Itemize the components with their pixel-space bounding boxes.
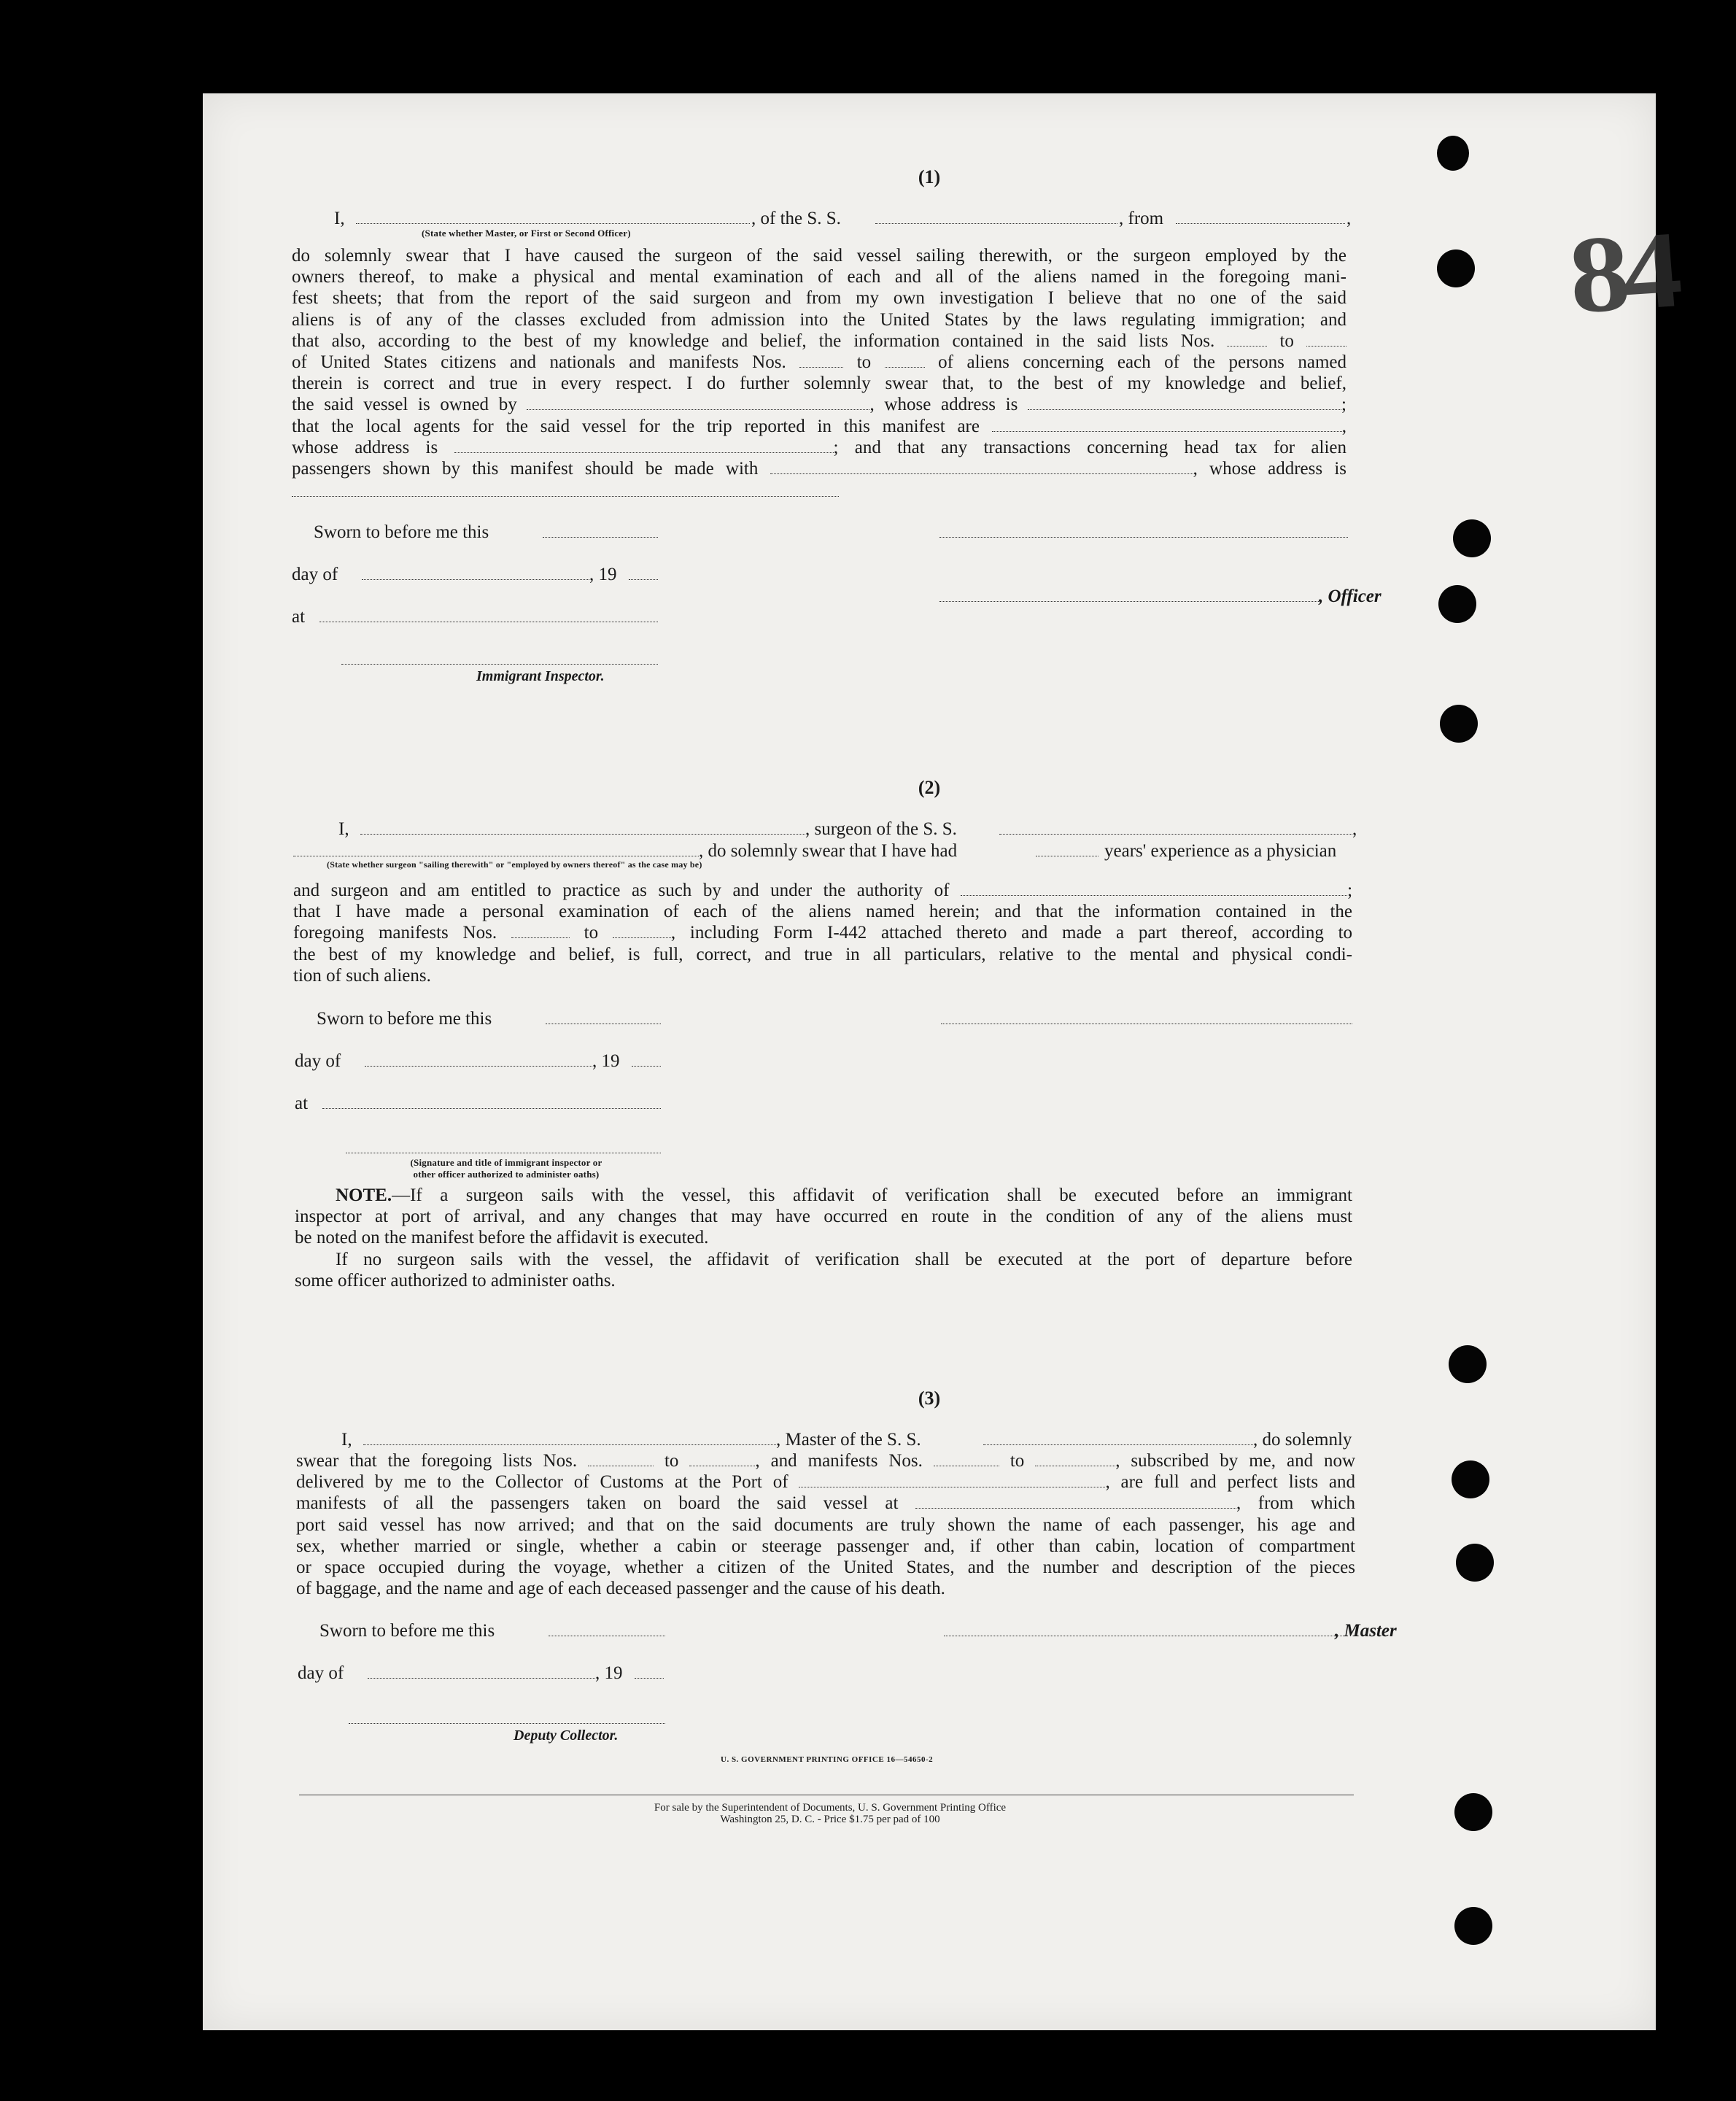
s3-line-1a: swear that the foregoing lists Nos. [296, 1451, 578, 1471]
s2-line-3a: foregoing manifests Nos. [293, 923, 497, 943]
s3-collector-signature-field[interactable] [349, 1723, 665, 1724]
s1-comma: , [1346, 209, 1352, 228]
s3-year-field[interactable] [635, 1678, 664, 1679]
section-3-heading: (3) [918, 1388, 941, 1409]
s1-line-8a: the said vessel is owned by [292, 395, 517, 415]
s2-note-line-5: some officer authorized to administer oaths. [295, 1270, 616, 1291]
s1-line-6a: of United States citizens and nationals and manifests Nos. [292, 352, 786, 373]
s1-headtax-field[interactable] [770, 460, 1193, 474]
s2-line-4: the best of my knowledge and belief, is full, correct, and true in all particulars, relative to the mental and physical condi- [293, 944, 1352, 964]
s2-line-5: tion of such aliens. [293, 965, 431, 986]
s2-note-text-1: —If a surgeon sails with the vessel, this affidavit of verification shall be executed before an immigrant [392, 1185, 1352, 1205]
s1-at: at [292, 607, 306, 627]
s3-line-7: of baggage, and the name and age of each deceased passenger and the cause of his death. [296, 1579, 945, 1599]
s1-month-field[interactable] [362, 579, 589, 580]
s1-officer-hint: (State whether Master, or First or Second Officer) [422, 228, 631, 239]
printer-imprint: U. S. GOVERNMENT PRINTING OFFICE 16—54650-2 [721, 1755, 934, 1764]
s2-swear: , do solemnly swear that I have had [699, 841, 958, 861]
s1-line-5a: that also, according to the best of my knowledge and belief, the information contained in the said lists Nos. [292, 330, 1215, 351]
binder-hole [1437, 136, 1469, 171]
s2-year-field[interactable] [632, 1066, 661, 1067]
s1-agents-field[interactable] [992, 418, 1342, 432]
s2-note-label: NOTE. [336, 1185, 392, 1205]
s1-day-of: day of [292, 565, 338, 584]
s2-sworn: Sworn to before me this [317, 1009, 492, 1029]
s2-years: years' experience as a physician [1104, 841, 1337, 861]
s3-i: I, [341, 1430, 352, 1450]
s3-line-2a: delivered by me to the Collector of Customs at the Port of [296, 1472, 788, 1493]
s3-line-1 [296, 1450, 1355, 1471]
s1-line-11b: , whose address is [1193, 459, 1346, 479]
s1-line-2: owners thereof, to make a physical and mental examination of each and all of the aliens named in the foregoing mani- [292, 267, 1346, 287]
s2-line-1b: ; [1347, 881, 1353, 900]
s1-inspector-signature-field[interactable] [341, 664, 658, 665]
s3-year-prefix: , 19 [595, 1663, 623, 1683]
s1-sworn: Sworn to before me this [314, 522, 489, 542]
footer-sale-line-1: For sale by the Superintendent of Documents, U. S. Government Printing Office [654, 1802, 1007, 1814]
s3-line-1b: to [664, 1451, 679, 1471]
s1-line-10a: whose address is [292, 437, 438, 457]
s1-line-8b: , whose address is [869, 395, 1018, 415]
s3-line-1e: , subscribed by me, and now [1115, 1451, 1356, 1471]
s2-manifests-to-field[interactable] [613, 924, 671, 938]
s1-vessel-field[interactable] [875, 223, 1117, 224]
footer-sale-note [567, 1802, 1093, 1825]
s2-at-field[interactable] [322, 1108, 661, 1109]
s2-vessel-field[interactable] [999, 834, 1352, 835]
s3-line-3a: manifests of all the passengers taken on board the said vessel at [296, 1493, 899, 1514]
s3-line-6: or space occupied during the voyage, whether a citizen of the United States, and the number and description of the pieces [296, 1558, 1355, 1578]
s3-line-5: sex, whether married or single, whether a cabin or steerage passenger and, if other than cabin, location of compartment [296, 1536, 1355, 1556]
s1-line-6b: to [856, 352, 872, 373]
binder-hole [1454, 1907, 1492, 1945]
s3-paragraph [296, 1450, 1355, 1599]
binder-hole [1456, 1544, 1494, 1582]
s2-line-3c: , including Form I-442 attached thereto and made a part thereof, according to [670, 923, 1353, 943]
binder-hole [1454, 1793, 1492, 1831]
s1-line-6c: of aliens concerning each of the persons named [938, 352, 1347, 373]
s1-manifests-from-field[interactable] [799, 354, 843, 368]
s2-authority-field[interactable] [961, 882, 1347, 896]
section-2-heading: (2) [918, 777, 941, 798]
s3-master-name-field[interactable] [363, 1444, 776, 1445]
s3-line-2b: , are full and perfect lists and [1105, 1472, 1356, 1493]
s2-surgeon-name-field[interactable] [360, 834, 805, 835]
s2-line-3b: to [584, 923, 599, 943]
binder-hole [1438, 585, 1476, 623]
section-1-heading: (1) [918, 166, 941, 187]
s2-day-of: day of [295, 1051, 341, 1071]
s1-i: I, [334, 209, 345, 228]
s1-line-10b: ; and that any transactions concerning head tax for alien [833, 437, 1346, 457]
s1-of-ss: , of the S. S. [751, 209, 841, 228]
s1-year-prefix: , 19 [589, 565, 617, 584]
s2-note-line-2: inspector at port of arrival, and any changes that may have occurred en route in the condition of any of the aliens must [295, 1207, 1352, 1227]
s3-vessel-field[interactable] [983, 1444, 1253, 1445]
s2-comma: , [1352, 819, 1357, 839]
s1-lists-to-field[interactable] [1306, 333, 1346, 347]
binder-hole [1453, 519, 1491, 557]
s3-line-1c: , and manifests Nos. [755, 1451, 923, 1471]
s3-lists-from-field[interactable] [588, 1452, 654, 1466]
s3-solemnly: , do solemnly [1253, 1430, 1352, 1450]
s2-line-2: that I have made a personal examination of each of the aliens named herein; and that the information contained in the [293, 902, 1352, 922]
s1-from-field[interactable] [1176, 223, 1345, 224]
s3-sworn: Sworn to before me this [319, 1621, 495, 1641]
s1-officer-signature-field[interactable] [939, 537, 1348, 538]
s2-surgeon-of: , surgeon of the S. S. [805, 819, 957, 839]
s3-lists-to-field[interactable] [689, 1452, 755, 1466]
s1-paragraph [292, 245, 1346, 479]
s1-inspector-label: Immigrant Inspector. [476, 668, 605, 684]
s1-line-8 [292, 394, 1346, 415]
s3-month-field[interactable] [368, 1678, 595, 1679]
s2-note-line-4: If no surgeon sails with the vessel, the affidavit of verification shall be executed at the port of departure before [336, 1249, 1352, 1269]
s3-line-2 [296, 1471, 1355, 1493]
s3-collector-label: Deputy Collector. [514, 1727, 619, 1744]
binder-hole [1440, 705, 1478, 743]
s2-status-hint: (State whether surgeon "sailing therewith" or "employed by owners thereof" as the case may be) [327, 859, 702, 870]
s3-port-field[interactable] [799, 1474, 1105, 1487]
s1-officer-title-field[interactable] [939, 601, 1319, 602]
s2-note [295, 1185, 1352, 1291]
s3-line-3b: , from which [1236, 1493, 1355, 1514]
s1-line-5b: to [1279, 330, 1294, 351]
s3-line-3 [296, 1493, 1355, 1514]
s1-line-10 [292, 437, 1346, 458]
s2-line-3 [293, 922, 1352, 943]
s1-officer-label: , Officer [1319, 587, 1382, 606]
s1-lists-from-field[interactable] [1227, 333, 1267, 347]
s1-line-3: fest sheets; that from the report of the said surgeon and from my own investigation I believe that no one of the said [292, 288, 1346, 309]
s2-at: at [295, 1094, 309, 1113]
s3-day-of: day of [298, 1663, 344, 1683]
s1-year-field[interactable] [629, 579, 658, 580]
s3-line-4: port said vessel has now arrived; and that on the said documents are truly shown the name of each passenger, his age and [296, 1514, 1355, 1535]
s1-line-9b: , [1341, 416, 1347, 436]
s1-sworn-day-field[interactable] [543, 537, 658, 538]
s3-manifests-from-field[interactable] [934, 1452, 999, 1466]
s3-embarked-field[interactable] [915, 1495, 1236, 1509]
s1-line-11 [292, 458, 1346, 479]
s1-line-9a: that the local agents for the said vessel for the trip reported in this manifest are [292, 416, 980, 436]
s1-officer-field[interactable] [356, 223, 750, 224]
s1-line-4: aliens is of any of the classes excluded from admission into the United States by the laws regulating immigration; and [292, 309, 1346, 330]
s3-line-1d: to [1010, 1451, 1025, 1471]
form-page [203, 93, 1678, 2030]
binder-hole [1452, 1460, 1489, 1498]
s2-signature-note [353, 1157, 659, 1180]
s2-i: I, [338, 819, 349, 839]
s1-line-7: therein is correct and true in every respect. I do further solemnly swear that, to the best of my knowledge and belief, [292, 374, 1346, 394]
s2-note-line-1 [295, 1185, 1352, 1206]
s3-manifests-to-field[interactable] [1035, 1452, 1115, 1466]
s2-signature-note-2: other officer authorized to administer oaths) [413, 1169, 600, 1180]
s3-master-label: , Master [1335, 1621, 1397, 1641]
s1-line-11a: passengers shown by this manifest should be made with [292, 459, 759, 479]
s1-agents-address-field[interactable] [454, 439, 834, 453]
footer-sale-line-2: Washington 25, D. C. - Price $1.75 per pad of 100 [720, 1814, 940, 1825]
s2-manifests-from-field[interactable] [511, 924, 570, 938]
s1-line-9 [292, 416, 1346, 437]
s1-line-6 [292, 352, 1346, 373]
s2-paragraph [293, 880, 1352, 986]
binder-hole [1449, 1345, 1487, 1383]
s2-note-line-3: be noted on the manifest before the affidavit is executed. [295, 1228, 709, 1248]
s1-headtax-address-field[interactable] [292, 496, 839, 497]
s2-signature-note-1: (Signature and title of immigrant inspector or [410, 1157, 602, 1168]
s1-owner-address-field[interactable] [1028, 396, 1341, 410]
s1-from: , from [1119, 209, 1164, 228]
s2-year-prefix: , 19 [592, 1051, 620, 1071]
s1-owner-field[interactable] [527, 396, 869, 410]
corner-page-number: 84 [1565, 209, 1678, 337]
s1-line-1: do solemnly swear that I have caused the surgeon of the said vessel sailing therewith, or the surgeon employed by the [292, 246, 1346, 266]
s2-month-field[interactable] [365, 1066, 592, 1067]
s1-manifests-to-field[interactable] [885, 354, 925, 368]
s2-line-1 [293, 880, 1352, 901]
s2-line-1a: and surgeon and am entitled to practice as such by and under the authority of [293, 881, 950, 900]
s1-line-8c: ; [1341, 395, 1346, 415]
s1-line-5 [292, 330, 1346, 352]
s3-master-of: , Master of the S. S. [776, 1430, 921, 1450]
binder-hole [1437, 249, 1475, 287]
